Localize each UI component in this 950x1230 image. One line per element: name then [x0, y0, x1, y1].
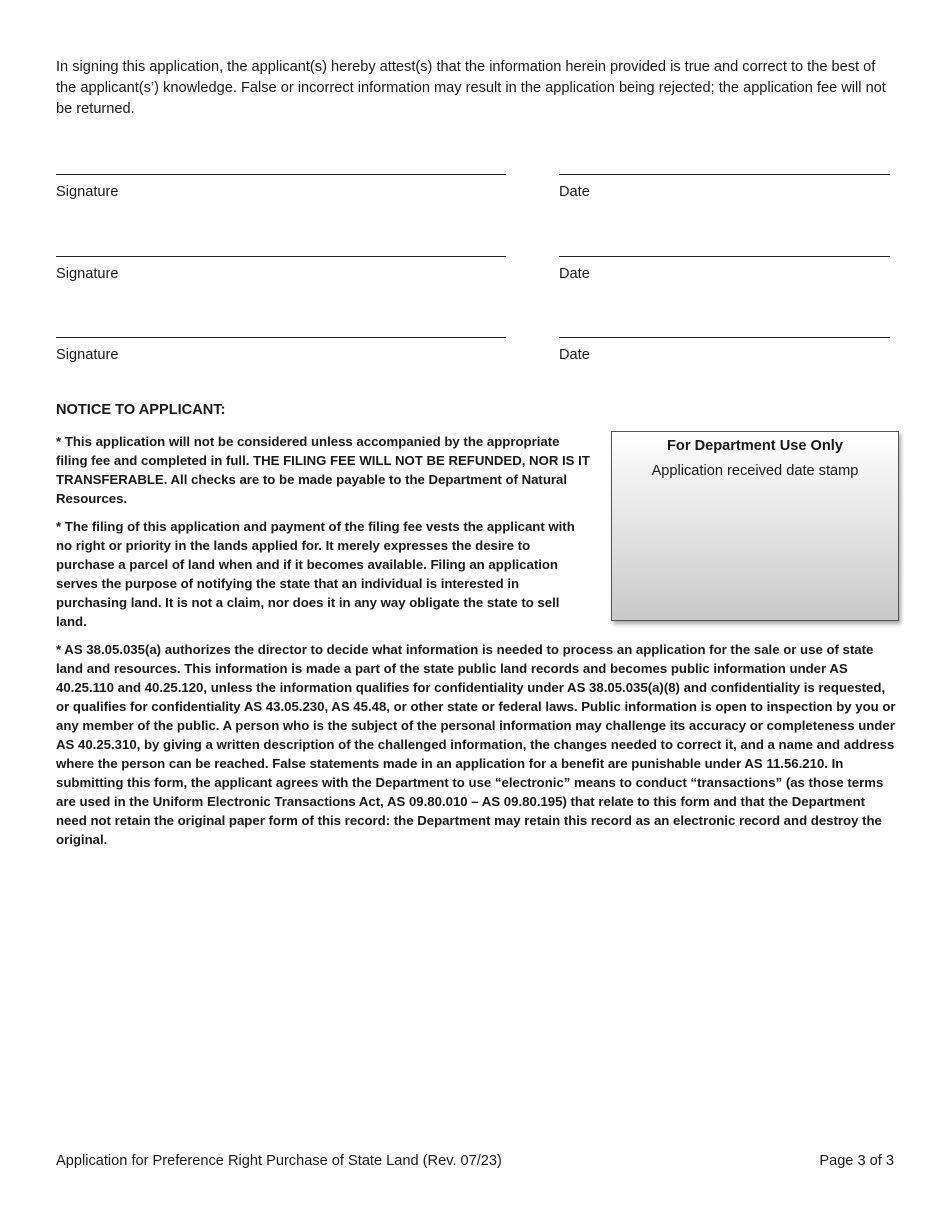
signature-label: Signature [56, 347, 119, 363]
date-label: Date [559, 347, 590, 363]
notice-paragraph-confidentiality: * AS 38.05.035(a) authorizes the director to decide what information is needed to process an application for the sale or use of state land and resources. This information is made a part of the state public land records and becomes public information under AS 40.25.110 and 40.25.120, unless the information qualifies for confidentiality under AS 38.05.035(a)(8) and confidentiality is requested, or qualifies for confidentiality AS 43.05.230, AS 45.48, or other state or federal laws. Public information is open to inspection by you or any member of the public. A person who is the subject of the personal information may challenge its accuracy or completeness under AS 40.25.310, by giving a written description of the challenged information, the changes needed to correct it, and a name and address where the person can be reached. False statements made in an application for a benefit are punishable under AS 11.56.210. In submitting this form, the applicant agrees with the Department to use “electronic” means to conduct “transactions” (as those terms are used in the Uniform Electronic Transactions Act, AS 09.80.010 – AS 09.80.195) that relate to this form and that the Department need not retain the original paper form of this record: the Department may retain this record as an electronic record and destroy the original. [56, 642, 896, 847]
attestation-text: In signing this application, the applicant(s) hereby attest(s) that the information herein provided is true and correct to the best of the applicant(s’) knowledge. False or incorrect information may result in the application being rejected; the application fee will not be returned. [56, 59, 886, 117]
department-box-title: For Department Use Only [667, 438, 843, 454]
notice-paragraph-fee: * This application will not be considered unless accompanied by the appropriate filing fee and completed in full. THE FILING FEE WILL NOT BE REFUNDED, NOR IS IT TRANSFERABLE. All checks are to be made payable to the Department of Natural Resources. [56, 434, 590, 506]
footer-form-name: Application for Preference Right Purchase of State Land (Rev. 07/23) [56, 1153, 502, 1169]
department-box-subtitle: Application received date stamp [651, 463, 859, 479]
department-use-box [611, 431, 899, 621]
date-line[interactable] [559, 174, 890, 175]
notice-paragraph-priority: * The filing of this application and payment of the filing fee vests the applicant with no right or priority in the lands applied for. It merely expresses the desire to purchase a parcel of land when and if it becomes available. Filing an application serves the purpose of notifying the state that an individual is interested in purchasing land. It is not a claim, nor does it in any way obligate the state to sell land. [56, 519, 575, 629]
signature-line[interactable] [56, 337, 506, 338]
footer-page-number: Page 3 of 3 [819, 1153, 894, 1169]
signature-label: Signature [56, 184, 119, 200]
signature-row-3 [0, 337, 950, 377]
date-label: Date [559, 266, 590, 282]
signature-line[interactable] [56, 174, 506, 175]
signature-row-2 [0, 256, 950, 296]
signature-line[interactable] [56, 256, 506, 257]
date-line[interactable] [559, 337, 890, 338]
signature-label: Signature [56, 266, 119, 282]
date-line[interactable] [559, 256, 890, 257]
notice-title: NOTICE TO APPLICANT: [56, 402, 226, 418]
date-label: Date [559, 184, 590, 200]
signature-row-1 [0, 174, 950, 214]
